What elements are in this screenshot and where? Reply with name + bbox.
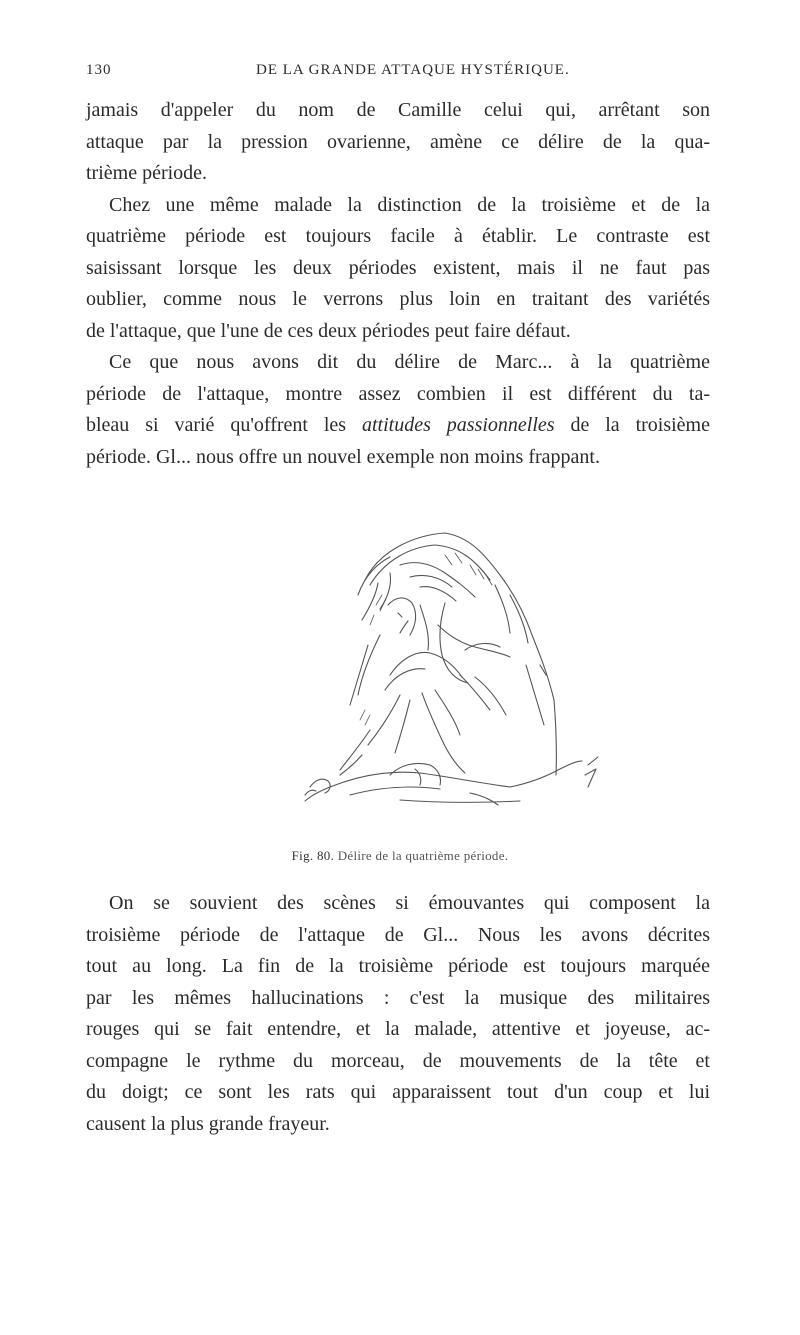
figure-caption xyxy=(0,848,800,864)
text-line-with-italic xyxy=(86,410,710,442)
figure-label: Fig. 80. xyxy=(291,848,335,863)
text-run: bleau si varié qu'offrent les xyxy=(86,414,362,436)
engraving-figure xyxy=(270,525,630,825)
text-line: tout au long. La fin de la troisième période est toujours marquée xyxy=(86,955,710,977)
text-line: saisissant lorsque les deux périodes existent, mais il ne faut pas xyxy=(86,256,710,279)
text-line: rouges qui se fait entendre, et la malade, attentive et joyeuse, ac- xyxy=(86,1018,710,1040)
text-line: quatrième période est toujours facile à établir. Le contraste est xyxy=(86,225,710,247)
text-line: par les mêmes hallucinations : c'est la musique des militaires xyxy=(86,986,710,1009)
text-line: Chez une même malade la distinction de la troisième et de la xyxy=(109,193,710,216)
text-line: Ce que nous avons dit du délire de Marc... à la quatrième xyxy=(109,351,710,373)
paragraph-4 xyxy=(86,888,710,1140)
text-line: compagne le rythme du morceau, de mouvements de la tête et xyxy=(86,1049,710,1072)
text-line: de l'attaque, que l'une de ces deux périodes peut faire défaut. xyxy=(86,319,571,342)
paragraph-2 xyxy=(86,190,710,348)
text-line: trième période. xyxy=(86,162,208,184)
text-line: oublier, comme nous le verrons plus loin en traitant des variétés xyxy=(86,288,710,310)
caption-text: Délire de la quatrième période. xyxy=(337,848,509,863)
text-run: de la troisième xyxy=(554,414,710,436)
page-number: 130 xyxy=(86,62,112,78)
running-title: DE LA GRANDE ATTAQUE HYSTÉRIQUE. xyxy=(256,62,570,78)
text-line: période de l'attaque, montre assez combien il est différent du ta- xyxy=(86,382,710,405)
text-line: On se souvient des scènes si émouvantes qui composent la xyxy=(109,892,710,914)
text-line: troisième période de l'attaque de Gl... Nous les avons décrites xyxy=(86,923,710,946)
text-line: jamais d'appeler du nom de Camille celui qui, arrêtant son xyxy=(86,99,710,121)
page-header xyxy=(86,62,710,86)
text-line: du doigt; ce sont les rats qui apparaissent tout d'un coup et lui xyxy=(86,1081,710,1103)
text-line: période. Gl... nous offre un nouvel exemple non moins frappant. xyxy=(86,445,600,468)
paragraph-3 xyxy=(86,347,710,473)
italic-phrase: attitudes passionnelles xyxy=(362,414,555,436)
text-line: causent la plus grande frayeur. xyxy=(86,1112,330,1135)
text-line: attaque par la pression ovarienne, amène ce délire de la qua- xyxy=(86,130,710,153)
paragraph-1 xyxy=(86,95,710,190)
